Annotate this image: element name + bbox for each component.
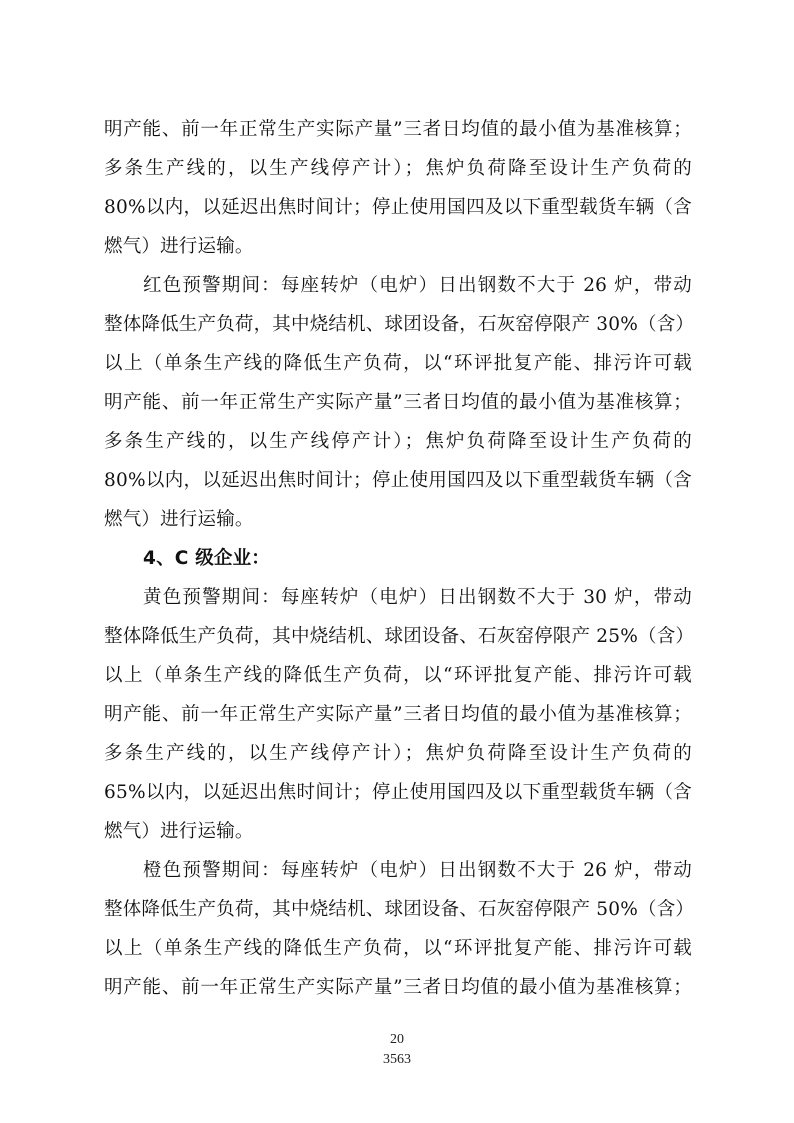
text-line: 以上（单条生产线的降低生产负荷，以“环评批复产能、排污许可载: [104, 938, 692, 959]
paragraph-continued: [104, 110, 692, 266]
text-line: 80%以内，以延迟出焦时间计；停止使用国四及以下重型载货车辆（含: [104, 470, 692, 491]
text-line: 整体降低生产负荷，其中烧结机、球团设备，石灰窑停限产 30%（含）: [104, 314, 695, 335]
text-line: 燃气）进行运输。: [104, 236, 254, 257]
text-line: 65%以内，以延迟出焦时间计；停止使用国四及以下重型载货车辆（含: [104, 782, 692, 803]
text-line: 以上（单条生产线的降低生产负荷，以“环评批复产能、排污许可载: [104, 353, 692, 374]
text-line: 明产能、前一年正常生产实际产量”三者日均值的最小值为基准核算；: [104, 977, 692, 998]
section-heading: 4、C 级企业：: [143, 548, 270, 569]
text-line: 以上（单条生产线的降低生产负荷，以“环评批复产能、排污许可载: [104, 665, 692, 686]
text-line: 明产能、前一年正常生产实际产量”三者日均值的最小值为基准核算；: [104, 704, 692, 725]
text-line: 燃气）进行运输。: [104, 821, 254, 842]
text-line: 整体降低生产负荷，其中烧结机、球团设备、石灰窑停限产 50%（含）: [104, 899, 695, 920]
text-line: 明产能、前一年正常生产实际产量”三者日均值的最小值为基准核算；: [104, 392, 692, 413]
text-line: 多条生产线的，以生产线停产计）；焦炉负荷降至设计生产负荷的: [104, 158, 692, 179]
text-line: 明产能、前一年正常生产实际产量”三者日均值的最小值为基准核算；: [104, 119, 692, 140]
paragraph-orange-alert: [104, 851, 695, 1007]
text-line: 80%以内，以延迟出焦时间计；停止使用国四及以下重型载货车辆（含: [104, 197, 692, 218]
page-number: 20: [390, 1032, 404, 1047]
paragraph-yellow-alert: [104, 578, 695, 851]
text-line: 橙色预警期间：每座转炉（电炉）日出钢数不大于 26 炉，带动: [143, 860, 692, 881]
text-line: 整体降低生产负荷，其中烧结机、球团设备、石灰窑停限产 25%（含）: [104, 626, 695, 647]
text-line: 黄色预警期间：每座转炉（电炉）日出钢数不大于 30 炉，带动: [143, 587, 692, 608]
document-body: [104, 110, 695, 1007]
text-line: 多条生产线的，以生产线停产计）；焦炉负荷降至设计生产负荷的: [104, 743, 692, 764]
text-line: 燃气）进行运输。: [104, 509, 254, 530]
text-line: 多条生产线的，以生产线停产计）；焦炉负荷降至设计生产负荷的: [104, 431, 692, 452]
text-line: 红色预警期间：每座转炉（电炉）日出钢数不大于 26 炉，带动: [143, 275, 692, 296]
paragraph-red-alert: [104, 266, 695, 539]
document-number: 3563: [383, 1052, 411, 1067]
